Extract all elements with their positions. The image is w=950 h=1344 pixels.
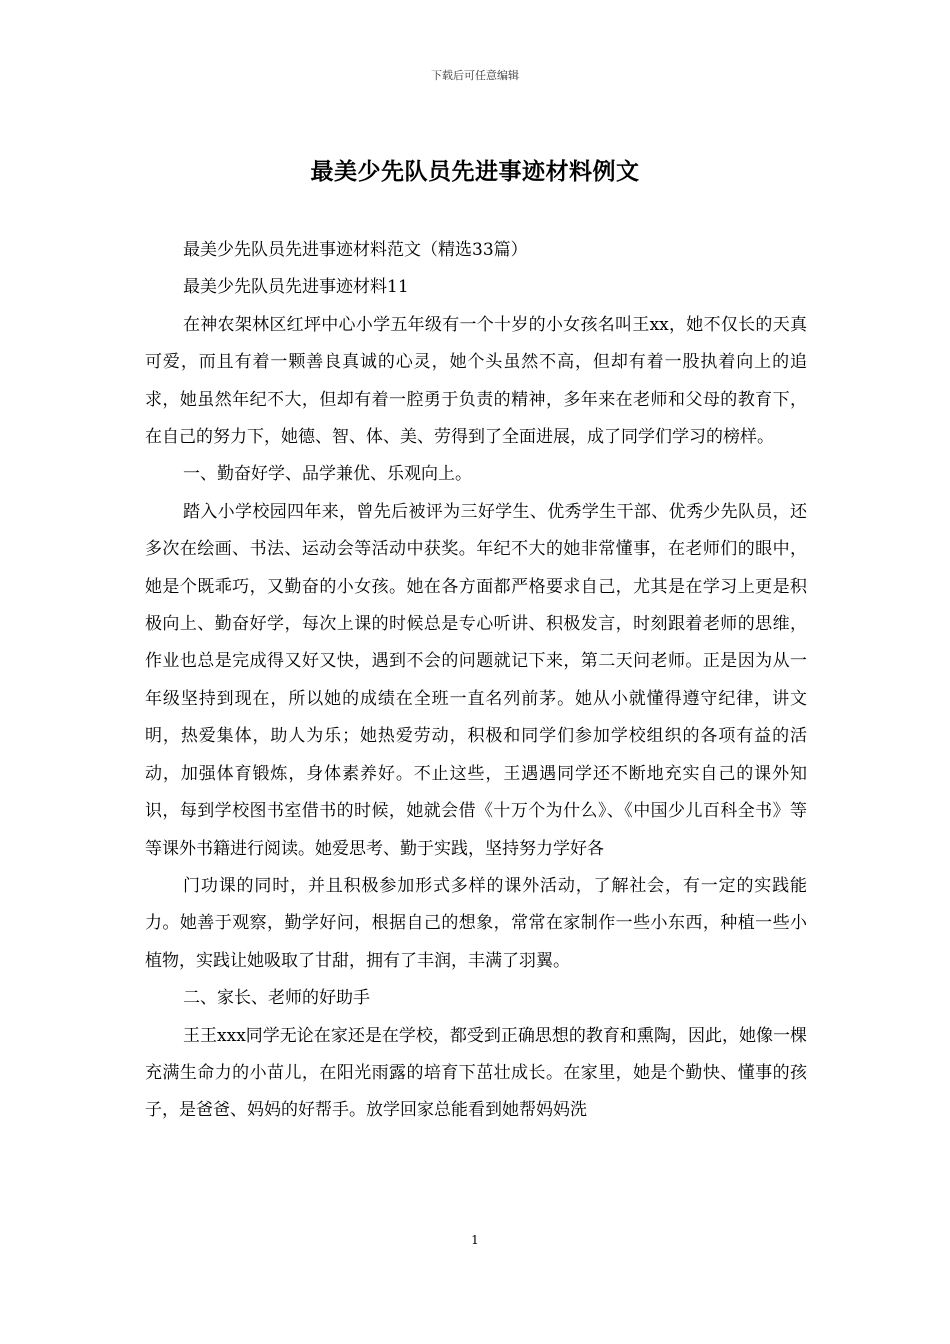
document-body: [145, 232, 807, 1130]
section-label-paragraph: 最美少先队员先进事迹材料11: [183, 277, 409, 298]
section-heading: 二、家长、老师的好助手: [183, 988, 370, 1009]
body-paragraph: 门功课的同时，并且积极参加形式多样的课外活动，了解社会，有一定的实践能力。她善于观察，勤学好问，根据自己的想象，常常在家制作一些小东西，种植一些小植物，实践让她吸取了甘甜，拥有了丰润，丰满了羽翼。: [145, 875, 807, 971]
body-paragraph: 踏入小学校园四年来，曾先后被评为三好学生、优秀学生干部、优秀少先队员，还多次在绘画、书法、运动会等活动中获奖。年纪不大的她非常懂事，在老师们的眼中，她是个既乖巧，又勤奋的小女孩。她在各方面都严格要求自己，尤其是在学习上更是积极向上、勤奋好学，每次上课的时候总是专心听讲、积极发言，时刻跟着老师的思维，作业也总是完成得又好又快，遇到不会的问题就记下来，第二天问老师。正是因为从一年级坚持到现在，所以她的成绩在全班一直名列前茅。她从小就懂得遵守纪律，讲文明，热爱集体，助人为乐；她热爱劳动，积极和同学们参加学校组织的各项有益的活动，加强体育锻炼，身体素养好。不止这些，王遇遇同学还不断地充实自己的课外知识，每到学校图书室借书的时候，她就会借《十万个为什么》、《中国少儿百科全书》等等课外书籍进行阅读。她爱思考、勤于实践，坚持努力学好各: [145, 501, 807, 859]
section-heading: 一、勤奋好学、品学兼优、乐观向上。: [183, 464, 472, 485]
body-paragraph: 王王xxx同学无论在家还是在学校，都受到正确思想的教育和熏陶，因此，她像一棵充满生命力的小苗儿，在阳光雨露的培育下茁壮成长。在家里，她是个勤快、懂事的孩子，是爸爸、妈妈的好帮手。放学回家总能看到她帮妈妈洗: [145, 1025, 807, 1121]
header-note: 下载后可任意编辑: [431, 69, 519, 82]
body-paragraph: 在神农架林区红坪中心小学五年级有一个十岁的小女孩名叫王xx，她不仅长的天真可爱，而且有着一颗善良真诚的心灵，她个头虽然不高，但却有着一股执着向上的追求，她虽然年纪不大，但却有着一腔勇于负责的精神，多年来在老师和父母的教育下，在自己的努力下，她德、智、体、美、劳得到了全面进展，成了同学们学习的榜样。: [145, 314, 807, 448]
page-number: 1: [471, 1233, 479, 1247]
document-title: 最美少先队员先进事迹材料例文: [310, 158, 640, 185]
subtitle-paragraph: 最美少先队员先进事迹材料范文（精选33篇）: [183, 240, 528, 260]
